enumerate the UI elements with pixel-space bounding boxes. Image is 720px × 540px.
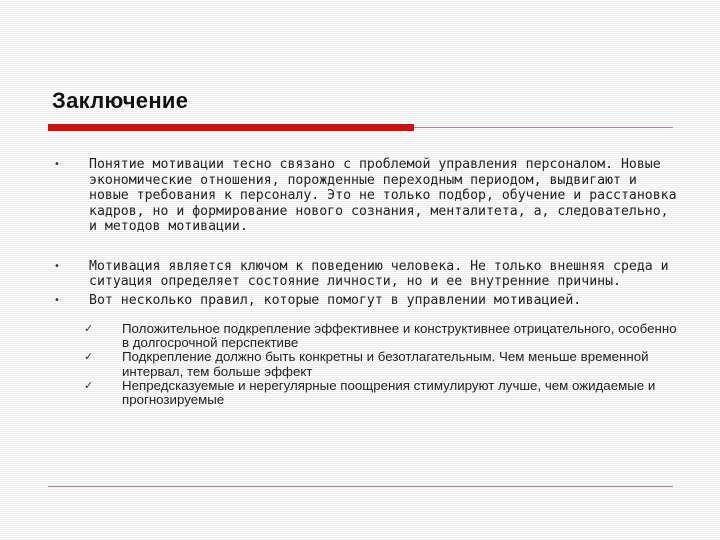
bullet-item-3 (52, 293, 682, 309)
bullet-item-1 (52, 157, 682, 235)
check-icon: ✓ (84, 322, 94, 335)
bottom-divider (48, 486, 673, 487)
check-icon: ✓ (84, 378, 94, 392)
bullet-icon: • (54, 260, 60, 272)
slide-content (52, 157, 682, 407)
rule-item-3 (84, 379, 682, 407)
bullet-item-2 (52, 259, 682, 290)
rule-text-1: Положительное подкрепление эффективнее и конструктивнее отрицательного, особенно в долгосрочной перспективе (122, 321, 677, 351)
rule-text-2: Подкрепление должно быть конкретны и безотлагательным. Чем меньше временной интервал, тем больше эффект (122, 349, 649, 379)
rule-item-1 (84, 322, 682, 350)
bullet-icon: • (54, 294, 60, 306)
bullet-icon: • (54, 159, 60, 170)
title-underline-accent (48, 124, 414, 131)
check-icon: ✓ (84, 350, 94, 364)
bullet-text-3: Вот несколько правил, которые помогут в управлении мотивацией. (89, 292, 582, 308)
rule-text-3: Непредсказуемые и нерегулярные поощрения стимулируют лучше, чем ожидаемые и прогнозируемые (122, 377, 656, 408)
rule-item-2 (84, 350, 682, 378)
rules-list (52, 322, 682, 407)
slide-title: Заключение (52, 88, 189, 113)
bullet-text-2: Мотивация является ключом к поведению человека. Не только внешняя среда и ситуация определяет состояние личности, но и ее внутренние причины. (89, 258, 669, 289)
bullet-text-1: Понятие мотивации тесно связано с проблемой управления персоналом. Новые экономические отношения, порожденные переходным периодом, выдвигают и новые требования к персоналу. Это не только подбор, обучение и расстановка кадров, но и формирование нового сознания, менталитета, а, следовательно, и методов мотивации. (89, 157, 677, 234)
